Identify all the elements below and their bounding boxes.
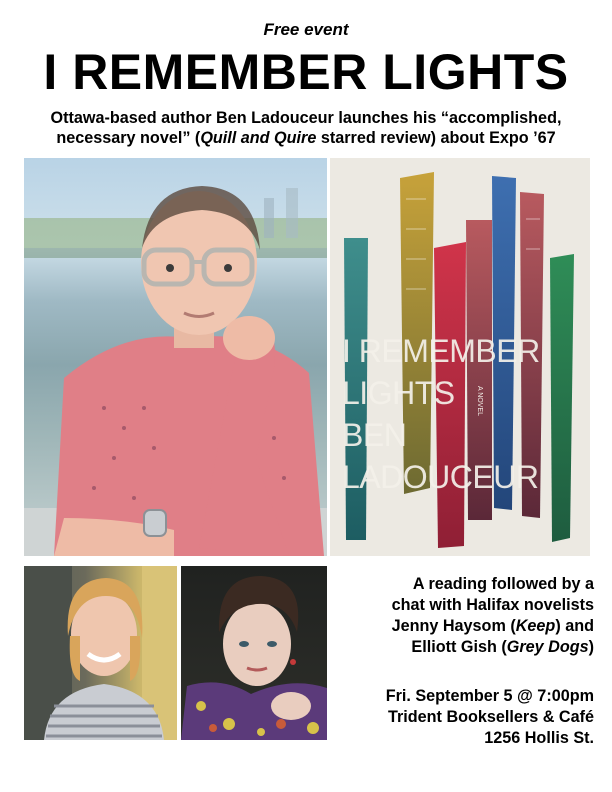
event-venue: Trident Booksellers & Café [387,708,594,726]
cover-author-line2: LADOUCEUR [342,459,539,495]
guest-name-gish: Elliott Gish ( [411,638,507,656]
event-date-time: Fri. September 5 @ 7:00pm [385,687,594,705]
review-source: Quill and Quire [200,129,317,147]
description-line-1: A reading followed by a [412,575,594,593]
author-portrait-illustration [24,158,327,556]
book-title-keep: Keep [515,617,556,635]
description-line-2: chat with Halifax novelists [391,596,594,614]
jenny-haysom-portrait-illustration [24,566,177,740]
cover-title-line2: LIGHTS [342,375,455,411]
tagline-text-end: starred review) about Expo ’67 [316,129,556,147]
event-address: 1256 Hollis St. [484,729,594,747]
cover-spine-label: A NOVEL [476,386,483,416]
book-cover-art [330,158,590,556]
event-title: I REMEMBER LIGHTS [43,44,569,100]
tagline-text: Ottawa-based author Ben Ladouceur launches his “accomplished, necessary novel” ( [50,109,562,147]
description-line-4-end: ) [588,638,594,656]
event-tagline [18,108,594,148]
jenny-haysom-photo [24,566,177,740]
event-logistics [336,686,594,749]
elliott-gish-photo [181,566,327,740]
description-line-3-end: ) and [555,617,594,635]
book-cover [330,158,590,556]
description-line-3 [336,616,594,637]
guest-name-haysom: Jenny Haysom ( [391,617,516,635]
event-description [336,574,594,658]
cover-author-line1: BEN [342,417,407,453]
event-kicker: Free event [263,20,349,39]
author-photo [24,158,327,556]
cover-title-line1: I REMEMBER [342,333,540,369]
book-title-grey-dogs: Grey Dogs [506,638,589,656]
elliott-gish-portrait-illustration [181,566,327,740]
description-line-4 [336,637,594,658]
